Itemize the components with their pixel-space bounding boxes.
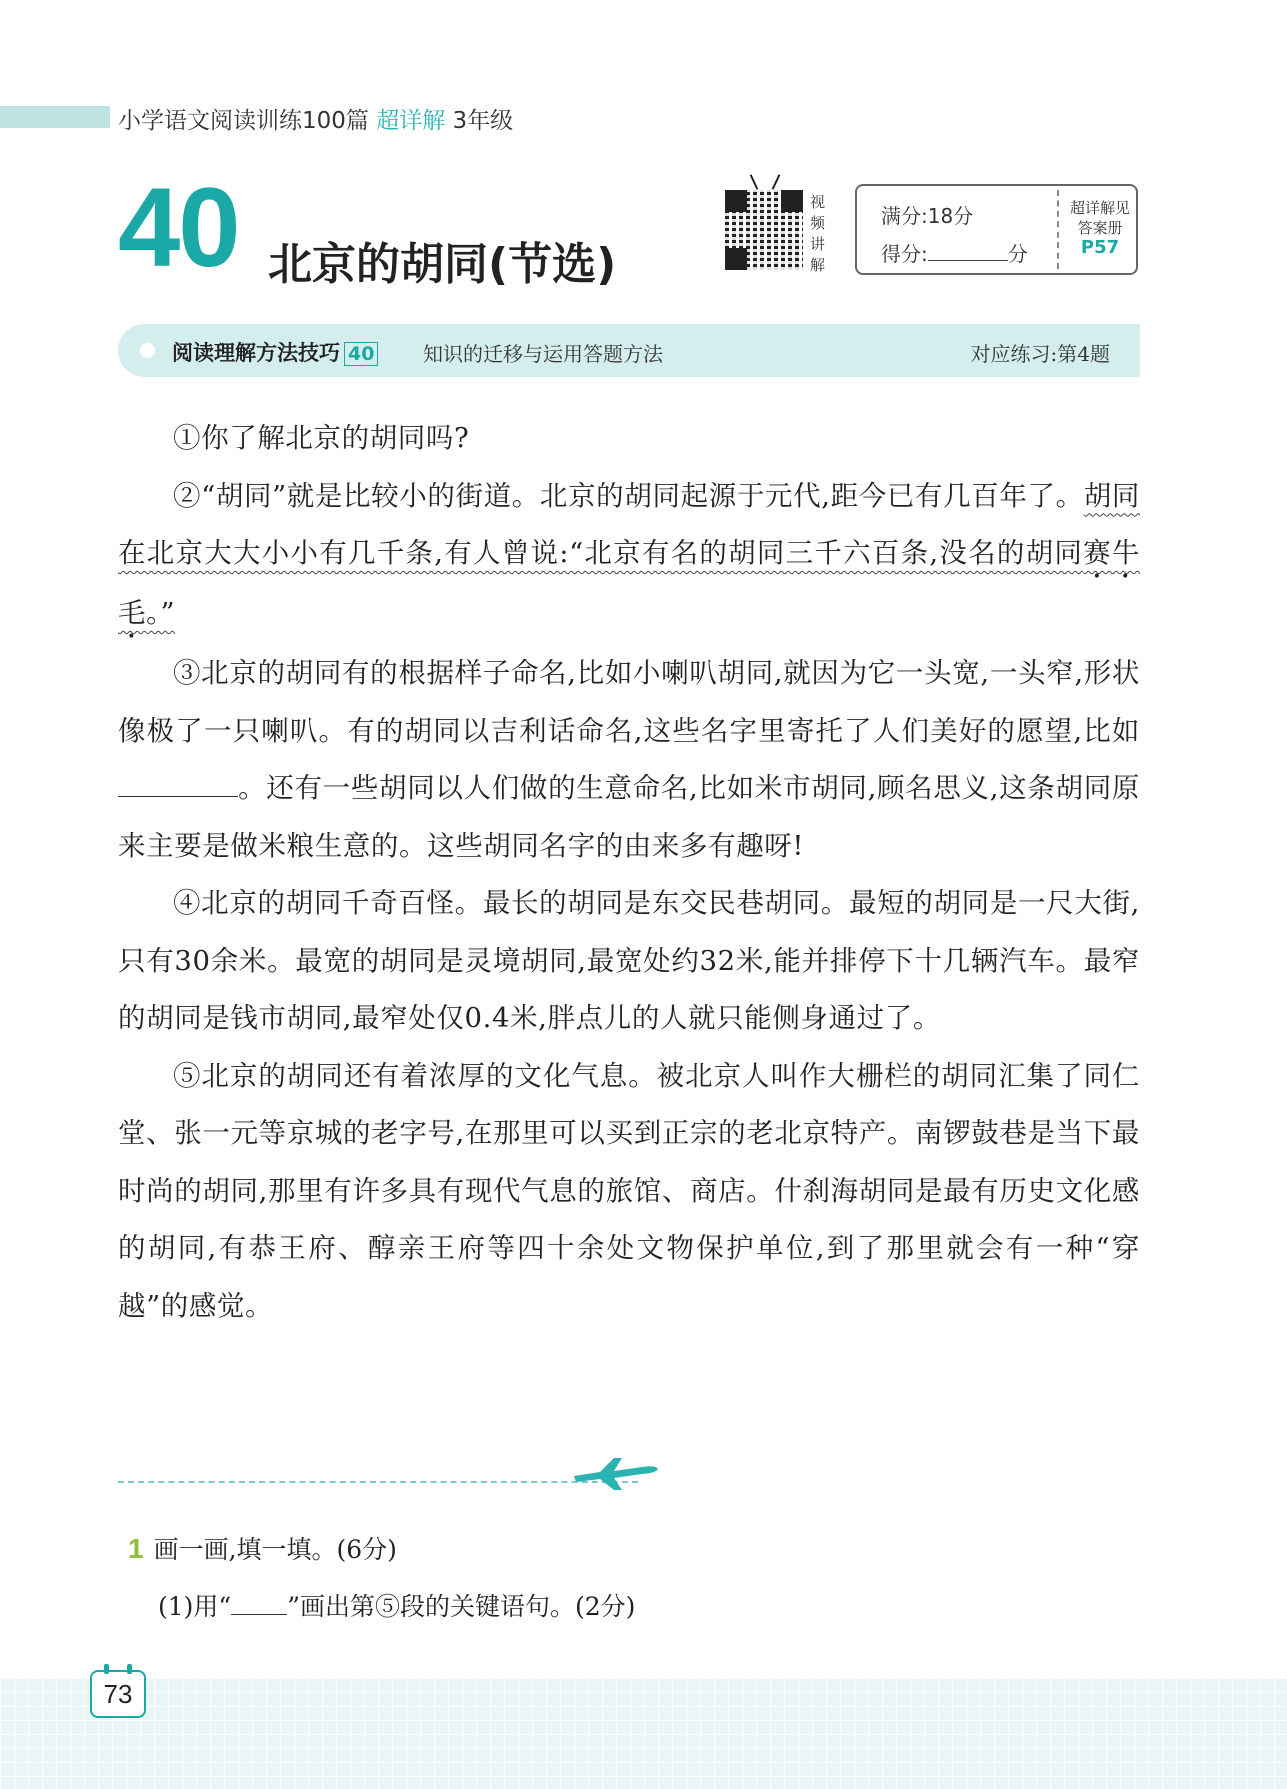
dashed-divider: [118, 1481, 638, 1483]
fill-in-blank[interactable]: [118, 770, 238, 797]
qr-code-icon[interactable]: [725, 190, 803, 270]
full-score: 满分:18分: [881, 204, 974, 228]
wavy-text-a: 胡同在北京大大小小有几千条,有人曾说:“北京有名的胡同三千六百条,没名的胡同: [118, 479, 1140, 569]
paragraph-3-text-a: ③北京的胡同有的根据样子命名,比如小喇叭胡同,就因为它一头宽,一头窄,形状像极了一只喇叭。有的胡同以吉利话命名,这些名字里寄托了人们美好的愿望,比如: [118, 657, 1140, 747]
question-1-1-text-b: ”画出第⑤段的关键语句。(2分): [287, 1592, 636, 1621]
question-1-text: 画一画,填一填。(6分): [153, 1535, 397, 1564]
method-label: [172, 337, 378, 367]
answer-page: P57: [1080, 237, 1120, 258]
method-bar: [118, 324, 1140, 377]
got-score-blank[interactable]: [928, 242, 1008, 261]
dotted-word: 赛牛毛: [118, 537, 1141, 629]
question-1-number: 1: [128, 1533, 144, 1564]
paragraph-4: ④北京的胡同千奇百怪。最长的胡同是东交民巷胡同。最短的胡同是一尺大街,只有30余米。最宽的胡同是灵境胡同,最宽处约32米,能并排停下十几辆汽车。最窄的胡同是钱市胡同,最窄处仅0.4米,胖点儿的人就只能侧身通过了。: [118, 887, 1140, 1034]
question-1-1-text-a: (1)用“: [158, 1592, 232, 1621]
footer-grid: [0, 1678, 1287, 1789]
answer-line-1: 超详解见: [1069, 199, 1130, 217]
qr-label: 视频讲解: [810, 193, 826, 274]
paragraph-3: [118, 645, 1140, 875]
paragraph-5: ⑤北京的胡同还有着浓厚的文化气息。被北京人叫作大栅栏的胡同汇集了同仁堂、张一元等京城的老字号,在那里可以买到正宗的老北京特产。南锣鼓巷是当下最时尚的胡同,那里有许多具有现代气息的旅馆、商店。什刹海胡同是最有历史文化感的胡同,有恭王府、醇亲王府等四十余处文物保护单位,到了那里就会有一种“穿越”的感觉。: [118, 1059, 1140, 1322]
book-accent: 超详解: [376, 108, 446, 134]
question-1-1: [158, 1587, 635, 1623]
page-number: 73: [90, 1670, 146, 1718]
got-score-unit: 分: [1007, 242, 1028, 266]
got-score-label: 得分:: [881, 242, 928, 266]
lesson-title: 北京的胡同(节选): [268, 239, 617, 290]
bullet-dot-icon: [140, 343, 155, 358]
got-score: [881, 238, 1028, 267]
score-separator: [1057, 190, 1059, 269]
score-box: [855, 184, 1138, 275]
lesson-number: 40: [118, 165, 239, 290]
practice-reference: 对应练习:第4题: [970, 342, 1110, 366]
underline-mark: [231, 1594, 287, 1615]
paragraph-3-text-b: 。还有一些胡同以人们做的生意命名,比如米市胡同,顾名思义,这条胡同原来主要是做米粮生意的。这些胡同名字的由来多有趣呀!: [118, 772, 1140, 862]
header-band: [0, 106, 110, 128]
question-1: [128, 1530, 397, 1566]
paragraph-2: [118, 468, 1140, 646]
answer-reference: [1063, 198, 1137, 258]
answer-line-2: 答案册: [1077, 219, 1123, 237]
method-label-text: 阅读理解方法技巧: [172, 341, 340, 365]
running-header: [118, 102, 513, 135]
method-topic: 知识的迁移与运用答题方法: [423, 342, 663, 366]
method-number: 40: [344, 342, 378, 366]
airplane-icon: [570, 1452, 660, 1494]
article: [118, 410, 1140, 1335]
paragraph-2-text: ②“胡同”就是比较小的街道。北京的胡同起源于元代,距今已有几百年了。: [173, 479, 1084, 512]
paragraph-1: ①你了解北京的胡同吗?: [173, 422, 470, 454]
wavy-text-b: 。”: [146, 597, 176, 629]
book-title: 小学语文阅读训练100篇: [118, 108, 369, 134]
grade: 3年级: [452, 108, 514, 134]
